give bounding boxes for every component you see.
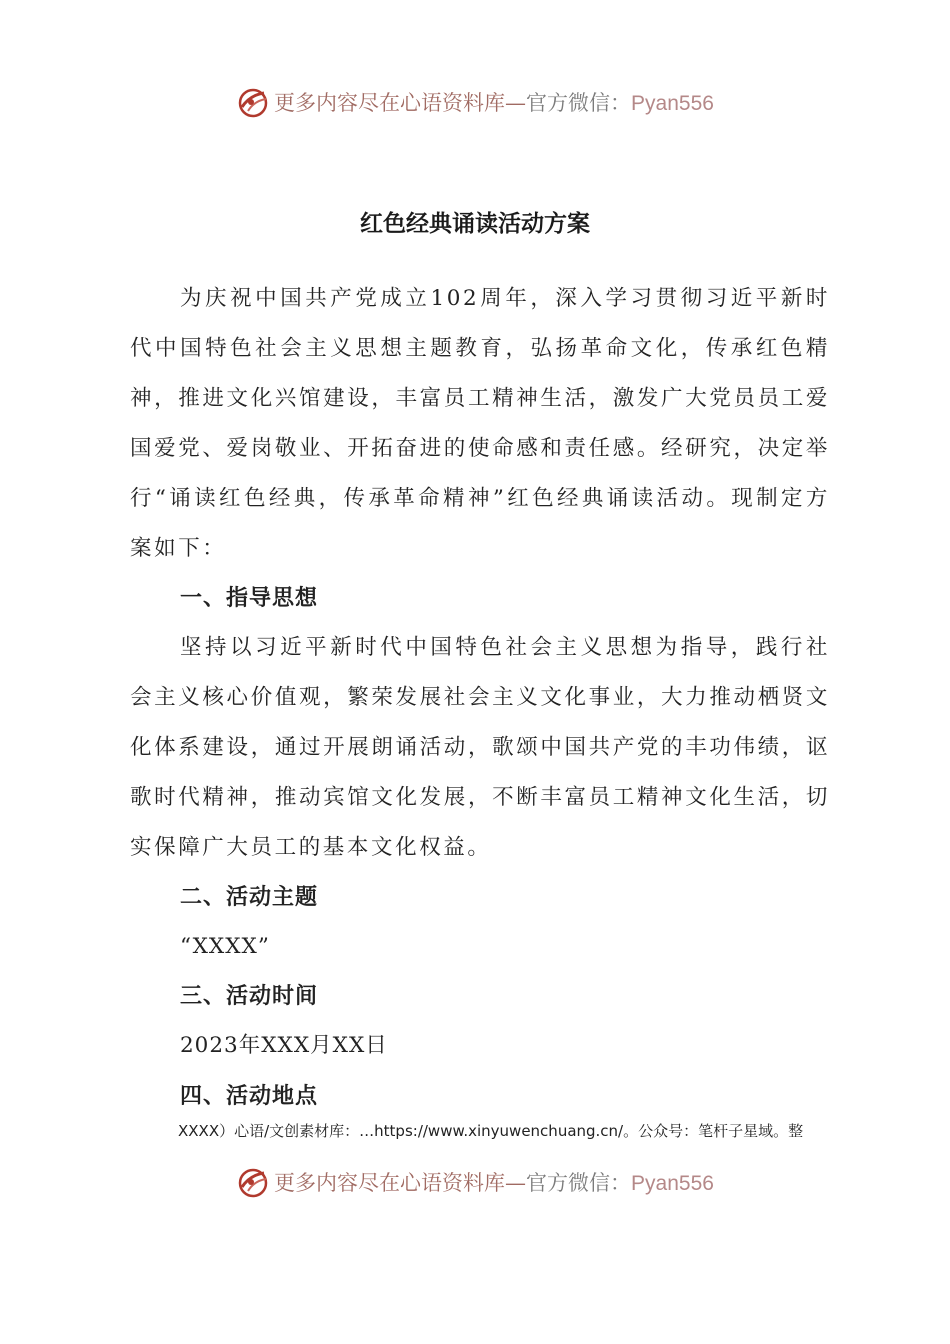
section-body-theme: “XXXX” [180,934,270,959]
intro-paragraph: 为庆祝中国共产党成立102周年，深入学习贯彻习近平新时代中国特色社会主义思想主题教育，弘扬革命文化，传承红色精神，推进文化兴馆建设，丰富员工精神生活，激发广大党员员工爱国爱党、爱岗敬业、开拓奋进的使命感和责任感。经研究，决定举行“诵读红色经典，传承革命精神”红色经典诵读活动。现制定方案如下： [130,286,830,561]
section-heading-time: 三、活动时间 [180,983,319,1009]
header-banner [0,80,950,124]
section-heading-guiding-thought: 一、指导思想 [180,585,319,611]
source-footnote: XXXX）心语/文创素材库：…https://www.xinyuwenchuang.cn/。公众号：笔杆子星域。整 [178,1122,804,1140]
banner-text: 更多内容尽在心语资料库—官方微信：Pyan556 [274,1171,714,1195]
footer-banner [0,1160,950,1204]
section-body-guiding-thought: 坚持以习近平新时代中国特色社会主义思想为指导，践行社会主义核心价值观，繁荣发展社会主义文化事业，大力推动栖贤文化体系建设，通过开展朗诵活动，歌颂中国共产党的丰功伟绩，讴歌时代精神，推动宾馆文化发展，不断丰富员工精神文化生活，切实保障广大员工的基本文化权益。 [130,635,830,860]
document-title: 红色经典诵读活动方案 [360,210,590,237]
brand-logo-icon [236,1165,270,1199]
brand-logo-icon [236,85,270,119]
section-body-time: 2023年XXX月XX日 [180,1033,388,1058]
banner-text: 更多内容尽在心语资料库—官方微信：Pyan556 [274,91,714,115]
section-heading-theme: 二、活动主题 [180,884,319,910]
section-heading-venue: 四、活动地点 [180,1083,319,1109]
